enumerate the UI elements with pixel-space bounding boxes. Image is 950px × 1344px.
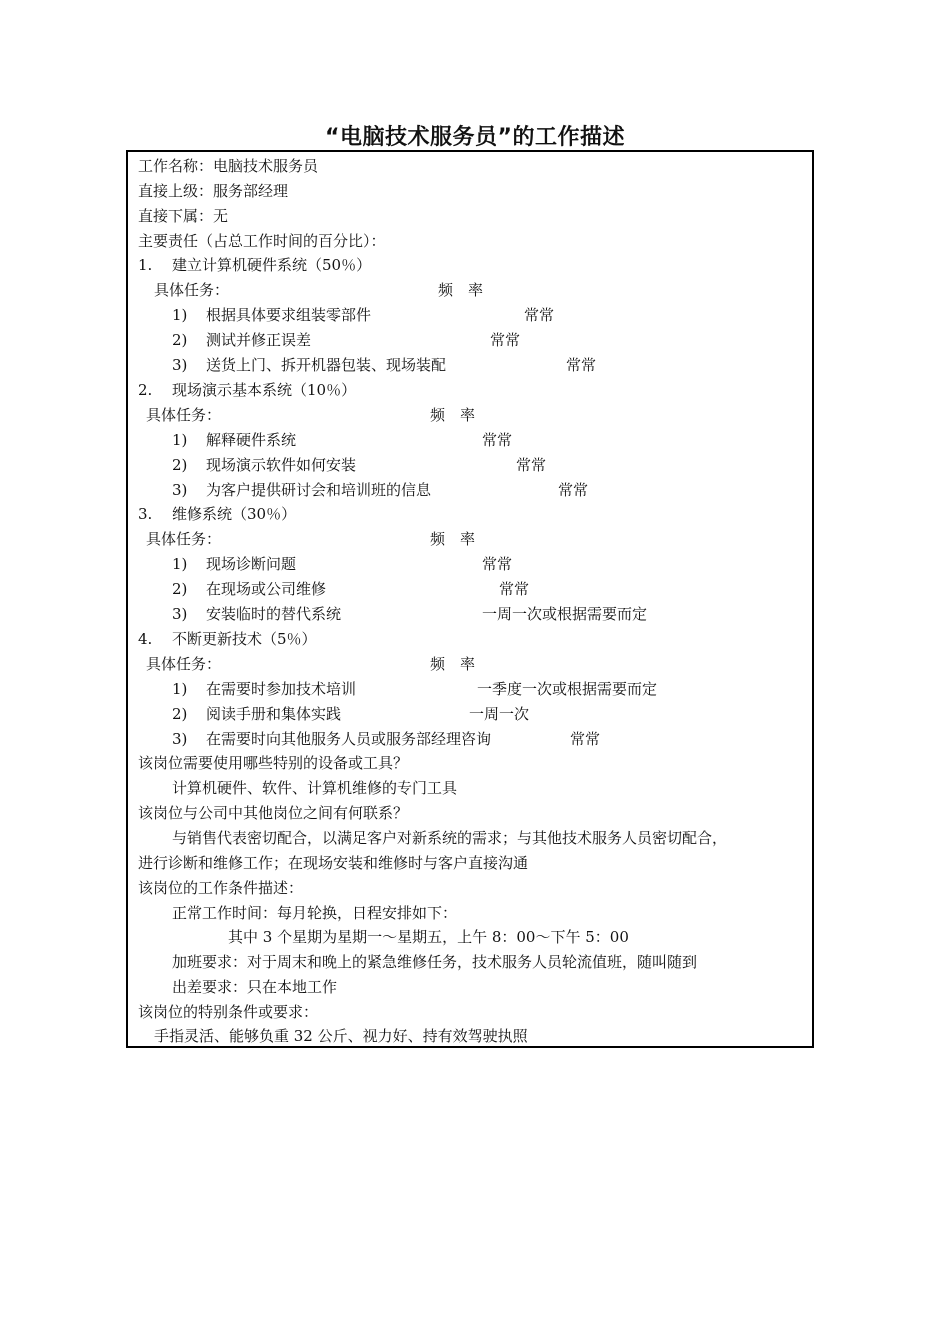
section-number: 2. xyxy=(138,381,153,399)
overtime-requirement: 加班要求：对于周末和晚上的紧急维修任务，技术服务人员轮流值班，随叫随到 xyxy=(172,953,698,971)
task-row xyxy=(172,552,513,577)
task-frequency: 常常 xyxy=(570,730,601,748)
task-frequency: 常常 xyxy=(482,431,513,449)
section-3-tasks-header xyxy=(146,527,476,552)
task-text: 现场演示软件如何安装 xyxy=(206,456,357,474)
frequency-label: 频 率 xyxy=(430,406,476,424)
task-row xyxy=(172,303,555,328)
task-row xyxy=(172,453,547,478)
relations-answer-line-1: 与销售代表密切配合，以满足客户对新系统的需求；与其他技术服务人员密切配合， xyxy=(172,829,728,847)
task-frequency: 常常 xyxy=(558,481,589,499)
task-frequency: 一周一次 xyxy=(469,705,530,723)
section-number: 4. xyxy=(138,630,153,648)
task-text: 在需要时参加技术培训 xyxy=(206,680,357,698)
section-2-title xyxy=(138,378,356,403)
task-number: 2) xyxy=(172,705,188,723)
task-row xyxy=(172,702,530,727)
responsibilities-header: 主要责任（占总工作时间的百分比）： xyxy=(138,232,386,250)
direct-supervisor: 直接上级：服务部经理 xyxy=(138,182,289,200)
task-number: 3) xyxy=(172,481,188,499)
task-number: 3) xyxy=(172,730,188,748)
task-frequency: 常常 xyxy=(499,580,530,598)
task-frequency: 常常 xyxy=(482,555,513,573)
task-number: 1) xyxy=(172,555,188,573)
task-text: 阅读手册和集体实践 xyxy=(206,705,342,723)
section-title-text: 建立计算机硬件系统（50％） xyxy=(172,256,372,274)
page-title: “电脑技术服务员”的工作描述 xyxy=(325,125,625,150)
frequency-label: 频 率 xyxy=(438,281,484,299)
task-text: 在需要时向其他服务人员或服务部经理咨询 xyxy=(206,730,492,748)
task-row xyxy=(172,577,530,602)
task-text: 安装临时的替代系统 xyxy=(206,605,342,623)
section-4-title xyxy=(138,627,317,652)
schedule-detail: 其中 3 个星期为星期一～星期五，上午 8：00～下午 5：00 xyxy=(228,928,629,946)
task-row xyxy=(172,353,597,378)
section-1-title xyxy=(138,253,371,278)
task-number: 1) xyxy=(172,431,188,449)
direct-subordinates: 直接下属：无 xyxy=(138,207,229,225)
task-frequency: 一季度一次或根据需要而定 xyxy=(477,680,658,698)
section-number: 3. xyxy=(138,505,153,523)
tasks-label: 具体任务： xyxy=(146,406,222,424)
section-3-title xyxy=(138,502,296,527)
conditions-question: 该岗位的工作条件描述： xyxy=(138,879,304,897)
travel-requirement: 出差要求：只在本地工作 xyxy=(172,978,338,996)
task-row xyxy=(172,328,521,353)
task-text: 为客户提供研讨会和培训班的信息 xyxy=(206,481,432,499)
task-text: 现场诊断问题 xyxy=(206,555,297,573)
special-requirements-question: 该岗位的特别条件或要求： xyxy=(138,1003,319,1021)
task-frequency: 常常 xyxy=(524,306,555,324)
tasks-label: 具体任务： xyxy=(154,281,230,299)
task-text: 测试并修正误差 xyxy=(206,331,312,349)
task-row xyxy=(172,478,589,503)
task-row xyxy=(172,727,601,752)
task-number: 3) xyxy=(172,605,188,623)
section-number: 1. xyxy=(138,256,153,274)
tasks-label: 具体任务： xyxy=(146,655,222,673)
relations-answer-line-2: 进行诊断和维修工作；在现场安装和维修时与客户直接沟通 xyxy=(138,854,529,872)
task-number: 2) xyxy=(172,456,188,474)
section-4-tasks-header xyxy=(146,652,476,677)
task-row xyxy=(172,677,658,702)
equipment-question: 该岗位需要使用哪些特别的设备或工具？ xyxy=(138,754,409,772)
task-frequency: 常常 xyxy=(516,456,547,474)
task-text: 解释硬件系统 xyxy=(206,431,297,449)
task-number: 3) xyxy=(172,356,188,374)
task-frequency: 一周一次或根据需要而定 xyxy=(482,605,648,623)
special-requirements-answer: 手指灵活、能够负重 32 公斤、视力好、持有效驾驶执照 xyxy=(154,1027,528,1045)
task-frequency: 常常 xyxy=(566,356,597,374)
equipment-answer: 计算机硬件、软件、计算机维修的专门工具 xyxy=(172,779,458,797)
task-frequency: 常常 xyxy=(490,331,521,349)
task-text: 在现场或公司维修 xyxy=(206,580,327,598)
frequency-label: 频 率 xyxy=(430,655,476,673)
task-number: 2) xyxy=(172,580,188,598)
frequency-label: 频 率 xyxy=(430,530,476,548)
task-row xyxy=(172,428,513,453)
tasks-label: 具体任务： xyxy=(146,530,222,548)
section-2-tasks-header xyxy=(146,403,476,428)
task-number: 1) xyxy=(172,306,188,324)
job-name: 工作名称：电脑技术服务员 xyxy=(138,157,319,175)
task-text: 送货上门、拆开机器包装、现场装配 xyxy=(206,356,447,374)
section-title-text: 不断更新技术（5％） xyxy=(172,630,317,648)
task-row xyxy=(172,602,648,627)
section-title-text: 现场演示基本系统（10％） xyxy=(172,381,357,399)
normal-hours: 正常工作时间：每月轮换，日程安排如下： xyxy=(172,904,458,922)
task-number: 2) xyxy=(172,331,188,349)
section-1-tasks-header xyxy=(154,278,484,303)
section-title-text: 维修系统（30％） xyxy=(172,505,297,523)
task-number: 1) xyxy=(172,680,188,698)
task-text: 根据具体要求组装零部件 xyxy=(206,306,372,324)
job-description-box xyxy=(126,150,814,1048)
relations-question: 该岗位与公司中其他岗位之间有何联系？ xyxy=(138,804,409,822)
